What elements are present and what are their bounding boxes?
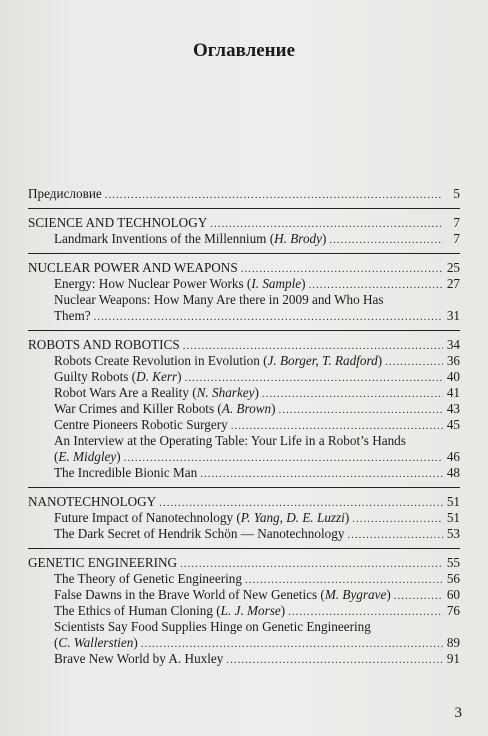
toc-entry-page: 56 bbox=[446, 571, 460, 586]
entry-author: D. Kerr bbox=[136, 369, 178, 384]
entry-author: E. Midgley bbox=[58, 449, 117, 464]
entry-author: J. Borger, T. Radford bbox=[267, 353, 378, 368]
entry-text: War Crimes and Killer Robots ( bbox=[54, 401, 222, 416]
toc-entry bbox=[28, 619, 460, 651]
entry-close: ) bbox=[116, 449, 121, 464]
entry-close: ) bbox=[177, 369, 182, 384]
toc-entry-title bbox=[54, 526, 344, 542]
toc-section-heading bbox=[28, 494, 460, 510]
entry-text: Brave New World by A. Huxley bbox=[54, 651, 224, 666]
toc-entry-title-line: Scientists Say Food Supplies Hinge on Genetic Engineering bbox=[54, 619, 371, 634]
entry-author: P. Yang, D. E. Luzzi bbox=[240, 510, 345, 525]
toc-entry bbox=[28, 510, 460, 526]
toc-entry bbox=[28, 353, 460, 369]
toc-entry-page: 89 bbox=[446, 635, 460, 650]
section-divider bbox=[28, 487, 460, 488]
entry-close: ) bbox=[321, 231, 327, 246]
toc-entry-title bbox=[54, 603, 285, 619]
section-divider bbox=[28, 330, 460, 331]
section-page: 51 bbox=[446, 494, 460, 509]
toc-entry-page: 76 bbox=[446, 603, 460, 618]
section-page: 25 bbox=[446, 260, 460, 275]
table-of-contents bbox=[28, 186, 460, 667]
section-divider bbox=[28, 548, 460, 549]
toc-entry bbox=[28, 385, 460, 401]
toc-entry bbox=[28, 526, 460, 542]
toc-entry bbox=[28, 417, 460, 433]
toc-entry-title bbox=[54, 385, 259, 401]
entry-text: Guilty Robots ( bbox=[54, 369, 137, 384]
toc-entry-title bbox=[54, 417, 228, 433]
toc-entry bbox=[28, 292, 460, 324]
page-title: Оглавление bbox=[192, 40, 296, 61]
leader-dots bbox=[105, 188, 443, 202]
entry-text: ( bbox=[54, 449, 59, 464]
toc-entry-title-line: An Interview at the Operating Table: Your Life in a Robot’s Hands bbox=[54, 433, 406, 448]
leader-dots bbox=[262, 387, 443, 401]
entry-close: ) bbox=[377, 353, 383, 368]
toc-entry bbox=[28, 603, 460, 619]
leader-dots bbox=[210, 217, 443, 231]
section-title: SCIENCE AND TECHNOLOGY bbox=[28, 215, 208, 230]
toc-entry-page: 48 bbox=[446, 465, 460, 480]
leader-dots bbox=[241, 262, 443, 276]
entry-text: The Theory of Genetic Engineering bbox=[54, 571, 242, 586]
entry-text: Robots Create Revolution in Evolution ( bbox=[54, 353, 268, 368]
entry-close: ) bbox=[301, 276, 306, 291]
leader-dots bbox=[231, 419, 443, 433]
leader-dots bbox=[183, 339, 443, 353]
section-page: 7 bbox=[453, 215, 460, 230]
toc-entry-page: 53 bbox=[446, 526, 460, 541]
toc-entry-title bbox=[54, 308, 91, 324]
toc-section-heading bbox=[28, 555, 460, 571]
toc-entry-title bbox=[54, 651, 223, 667]
entry-text: The Dark Secret of Hendrik Schön — Nanotechnology bbox=[54, 526, 345, 541]
toc-entry-page: 40 bbox=[446, 369, 460, 384]
page-number: 3 bbox=[454, 705, 462, 721]
toc-entry-title bbox=[54, 510, 349, 526]
entry-author: L. J. Morse bbox=[220, 603, 281, 618]
toc-entry bbox=[28, 276, 460, 292]
toc-entry-preface bbox=[28, 186, 460, 202]
toc-entry-title bbox=[54, 231, 326, 247]
leader-dots bbox=[180, 557, 443, 571]
entry-text: The Ethics of Human Cloning ( bbox=[54, 603, 221, 618]
entry-author: C. Wallerstien bbox=[58, 635, 134, 650]
toc-entry-page: 7 bbox=[453, 231, 460, 246]
toc-entry-title bbox=[54, 401, 276, 417]
toc-entry-page: 43 bbox=[446, 401, 460, 416]
leader-dots bbox=[347, 528, 443, 542]
toc-entry-page: 36 bbox=[446, 353, 460, 368]
entry-text: Future Impact of Nanotechnology ( bbox=[54, 510, 241, 525]
entry-author: I. Sample bbox=[251, 276, 302, 291]
toc-entry-page: 41 bbox=[446, 385, 460, 400]
entry-author: A. Brown bbox=[221, 401, 272, 416]
entry-close: ) bbox=[344, 510, 350, 525]
toc-entry-page: 91 bbox=[446, 651, 460, 666]
toc-entry-page: 60 bbox=[446, 587, 460, 602]
leader-dots bbox=[141, 637, 443, 651]
leader-dots bbox=[279, 403, 443, 417]
entry-close: ) bbox=[133, 635, 138, 650]
toc-entry-page: 51 bbox=[446, 510, 460, 525]
leader-dots bbox=[124, 451, 443, 465]
section-divider bbox=[28, 208, 460, 209]
toc-entry-title bbox=[54, 587, 391, 603]
toc-entry-title bbox=[54, 571, 242, 587]
leader-dots bbox=[394, 589, 443, 603]
toc-entry-page: 31 bbox=[446, 308, 460, 323]
toc-entry-title bbox=[54, 449, 121, 465]
toc-section-heading bbox=[28, 260, 460, 276]
toc-section-heading bbox=[28, 215, 460, 231]
entry-text: Centre Pioneers Robotic Surgery bbox=[54, 417, 228, 432]
toc-entry-title bbox=[54, 635, 138, 651]
entry-text: ( bbox=[54, 635, 59, 650]
entry-author: N. Sharkey bbox=[196, 385, 255, 400]
leader-dots bbox=[385, 355, 443, 369]
entry-close: ) bbox=[280, 603, 286, 618]
leader-dots bbox=[329, 233, 443, 247]
section-page: 34 bbox=[446, 337, 460, 352]
section-title: NANOTECHNOLOGY bbox=[28, 494, 157, 509]
entry-text: Energy: How Nuclear Power Works ( bbox=[54, 276, 252, 291]
leader-dots bbox=[288, 605, 443, 619]
toc-entry-page: 45 bbox=[446, 417, 460, 432]
toc-entry bbox=[28, 369, 460, 385]
toc-entry bbox=[28, 587, 460, 603]
toc-entry bbox=[28, 465, 460, 481]
leader-dots bbox=[226, 653, 443, 667]
toc-entry bbox=[28, 571, 460, 587]
toc-entry-page: 27 bbox=[446, 276, 460, 291]
leader-dots bbox=[159, 496, 443, 510]
section-page: 55 bbox=[446, 555, 460, 570]
entry-text: Them? bbox=[54, 308, 91, 323]
toc-section-heading bbox=[28, 337, 460, 353]
leader-dots bbox=[94, 310, 443, 324]
toc-entry bbox=[28, 651, 460, 667]
entry-close: ) bbox=[386, 587, 391, 602]
entry-text: Landmark Inventions of the Millennium ( bbox=[54, 231, 275, 246]
toc-entry bbox=[28, 433, 460, 465]
leader-dots bbox=[352, 512, 443, 526]
section-title: ROBOTS AND ROBOTICS bbox=[28, 337, 180, 352]
toc-entry-title: Предисловие bbox=[28, 186, 102, 201]
entry-close: ) bbox=[254, 385, 259, 400]
leader-dots bbox=[185, 371, 444, 385]
toc-entry-page: 46 bbox=[446, 449, 460, 464]
toc-entry-title bbox=[54, 353, 382, 369]
entry-author: M. Bygrave bbox=[324, 587, 387, 602]
entry-text: Robot Wars Are a Reality ( bbox=[54, 385, 197, 400]
toc-entry-title bbox=[54, 465, 197, 481]
leader-dots bbox=[245, 573, 443, 587]
toc-entry bbox=[28, 401, 460, 417]
entry-text: The Incredible Bionic Man bbox=[54, 465, 198, 480]
section-title: NUCLEAR POWER AND WEAPONS bbox=[28, 260, 238, 275]
toc-entry-page: 5 bbox=[453, 186, 460, 201]
entry-text: False Dawns in the Brave World of New Genetics ( bbox=[54, 587, 325, 602]
entry-close: ) bbox=[271, 401, 276, 416]
toc-entry-title-line: Nuclear Weapons: How Many Are there in 2009 and Who Has bbox=[54, 292, 384, 307]
toc-entry bbox=[28, 231, 460, 247]
section-title: GENETIC ENGINEERING bbox=[28, 555, 178, 570]
section-divider bbox=[28, 253, 460, 254]
entry-author: H. Brody bbox=[274, 231, 322, 246]
toc-entry-title bbox=[54, 369, 182, 385]
leader-dots bbox=[200, 467, 443, 481]
toc-entry-title bbox=[54, 276, 306, 292]
leader-dots bbox=[309, 278, 443, 292]
